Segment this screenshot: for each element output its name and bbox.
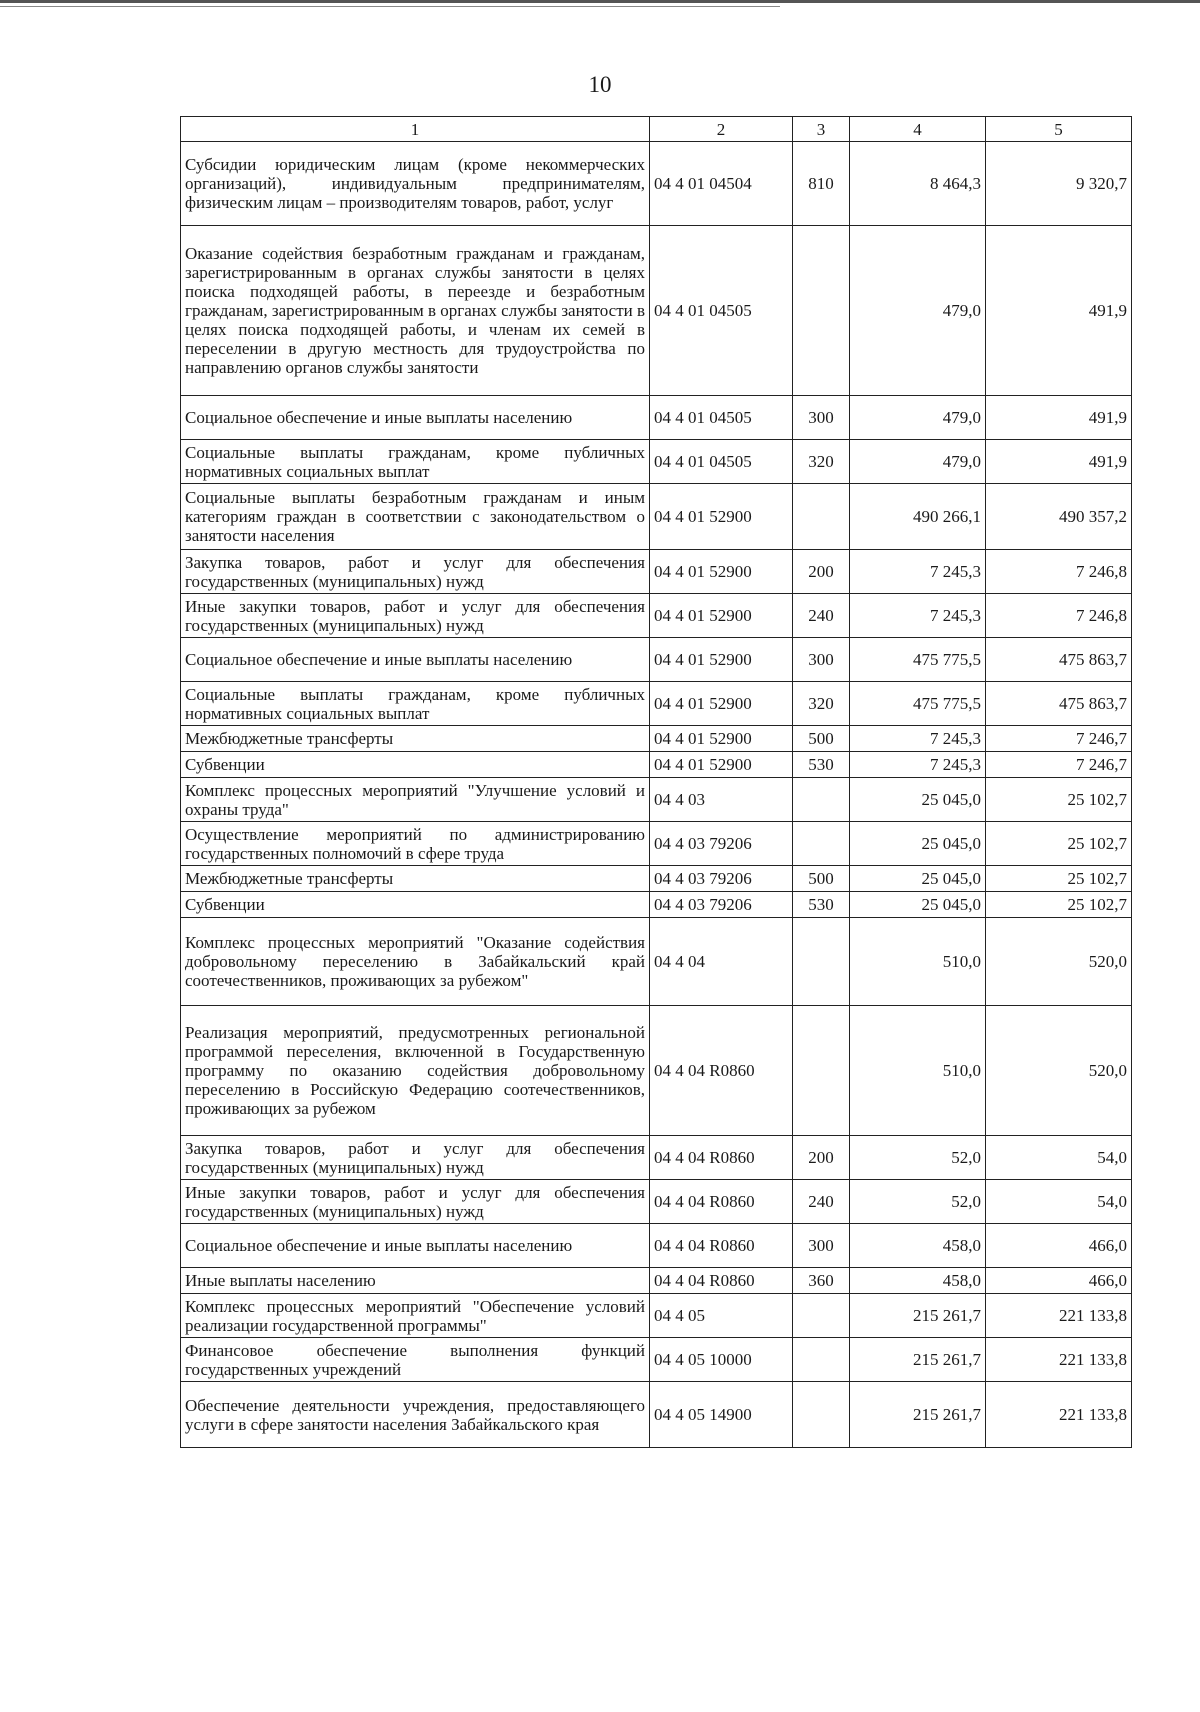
row-type: 300 (793, 638, 850, 682)
table-row (181, 726, 1132, 752)
row-value-5: 54,0 (986, 1136, 1132, 1180)
row-value-4: 8 464,3 (850, 142, 986, 226)
row-value-5: 7 246,7 (986, 726, 1132, 752)
row-value-5: 54,0 (986, 1180, 1132, 1224)
table-row (181, 752, 1132, 778)
row-code: 04 4 04 R0860 (650, 1180, 793, 1224)
row-value-5: 221 133,8 (986, 1382, 1132, 1448)
row-code: 04 4 01 04504 (650, 142, 793, 226)
header-col-2: 2 (650, 117, 793, 142)
table-row (181, 1006, 1132, 1136)
row-type: 500 (793, 726, 850, 752)
table-row (181, 1338, 1132, 1382)
row-type: 240 (793, 1180, 850, 1224)
row-type (793, 1006, 850, 1136)
table-row (181, 1294, 1132, 1338)
row-value-4: 458,0 (850, 1268, 986, 1294)
row-type: 300 (793, 1224, 850, 1268)
row-code: 04 4 01 04505 (650, 396, 793, 440)
row-type: 320 (793, 682, 850, 726)
table-row (181, 550, 1132, 594)
row-value-5: 491,9 (986, 226, 1132, 396)
table-row (181, 892, 1132, 918)
row-type (793, 1382, 850, 1448)
row-type: 530 (793, 752, 850, 778)
row-value-4: 7 245,3 (850, 726, 986, 752)
row-code: 04 4 04 R0860 (650, 1268, 793, 1294)
header-col-3: 3 (793, 117, 850, 142)
row-value-5: 491,9 (986, 440, 1132, 484)
row-value-5: 25 102,7 (986, 778, 1132, 822)
row-type: 300 (793, 396, 850, 440)
row-name: Закупка товаров, работ и услуг для обеспечения государственных (муниципальных) нужд (181, 1136, 650, 1180)
row-code: 04 4 05 10000 (650, 1338, 793, 1382)
table-header-row (181, 117, 1132, 142)
row-value-5: 475 863,7 (986, 682, 1132, 726)
row-value-4: 475 775,5 (850, 682, 986, 726)
row-code: 04 4 03 (650, 778, 793, 822)
row-value-5: 466,0 (986, 1224, 1132, 1268)
row-value-4: 215 261,7 (850, 1382, 986, 1448)
row-code: 04 4 05 (650, 1294, 793, 1338)
row-name: Социальные выплаты гражданам, кроме публичных нормативных социальных выплат (181, 682, 650, 726)
row-value-4: 7 245,3 (850, 550, 986, 594)
table-row (181, 594, 1132, 638)
header-col-4: 4 (850, 117, 986, 142)
table-row (181, 142, 1132, 226)
row-name: Иные закупки товаров, работ и услуг для обеспечения государственных (муниципальных) нужд (181, 1180, 650, 1224)
row-code: 04 4 01 52900 (650, 594, 793, 638)
row-type (793, 1294, 850, 1338)
row-value-5: 491,9 (986, 396, 1132, 440)
row-value-4: 458,0 (850, 1224, 986, 1268)
row-value-5: 7 246,7 (986, 752, 1132, 778)
table-row (181, 638, 1132, 682)
row-type: 320 (793, 440, 850, 484)
row-value-4: 215 261,7 (850, 1294, 986, 1338)
row-code: 04 4 04 (650, 918, 793, 1006)
row-value-5: 221 133,8 (986, 1294, 1132, 1338)
scan-edge (0, 0, 1200, 3)
row-value-5: 221 133,8 (986, 1338, 1132, 1382)
row-value-4: 479,0 (850, 396, 986, 440)
row-type (793, 1338, 850, 1382)
row-name: Социальные выплаты безработным гражданам и иным категориям граждан в соответствии с законодательством о занятости населения (181, 484, 650, 550)
row-name: Социальное обеспечение и иные выплаты населению (181, 638, 650, 682)
table-row (181, 778, 1132, 822)
row-type (793, 822, 850, 866)
table-row (181, 1136, 1132, 1180)
header-col-1: 1 (181, 117, 650, 142)
row-code: 04 4 01 52900 (650, 726, 793, 752)
table-row (181, 822, 1132, 866)
row-name: Финансовое обеспечение выполнения функций государственных учреждений (181, 1338, 650, 1382)
row-type: 200 (793, 550, 850, 594)
header-col-5: 5 (986, 117, 1132, 142)
scan-edge-line (0, 6, 780, 7)
row-name: Реализация мероприятий, предусмотренных региональной программой переселения, включенной в Государственную программу по оказанию содействия добровольному переселению в Российскую Федерацию соотечественников, проживающих за рубежом (181, 1006, 650, 1136)
row-value-5: 7 246,8 (986, 594, 1132, 638)
row-value-4: 479,0 (850, 226, 986, 396)
row-name: Субвенции (181, 892, 650, 918)
row-type (793, 484, 850, 550)
row-name: Оказание содействия безработным гражданам и гражданам, зарегистрированным в органах службы занятости в целях поиска подходящей работы, в переезде и безработным гражданам, зарегистрированным в органах службы занятости в целях поиска подходящей работы, и членам их семей в переселении в другую местность для трудоустройства по направлению органов службы занятости (181, 226, 650, 396)
row-value-4: 25 045,0 (850, 778, 986, 822)
row-code: 04 4 03 79206 (650, 866, 793, 892)
row-value-4: 7 245,3 (850, 594, 986, 638)
table-row (181, 396, 1132, 440)
row-type: 360 (793, 1268, 850, 1294)
row-value-4: 215 261,7 (850, 1338, 986, 1382)
row-type (793, 226, 850, 396)
row-type: 500 (793, 866, 850, 892)
row-value-4: 510,0 (850, 918, 986, 1006)
row-value-5: 466,0 (986, 1268, 1132, 1294)
row-type (793, 778, 850, 822)
row-value-5: 25 102,7 (986, 866, 1132, 892)
table-row (181, 682, 1132, 726)
row-name: Иные выплаты населению (181, 1268, 650, 1294)
row-value-4: 510,0 (850, 1006, 986, 1136)
row-value-4: 25 045,0 (850, 866, 986, 892)
budget-table (180, 116, 1132, 1448)
row-type: 810 (793, 142, 850, 226)
row-value-5: 520,0 (986, 1006, 1132, 1136)
row-value-4: 52,0 (850, 1136, 986, 1180)
row-code: 04 4 01 52900 (650, 550, 793, 594)
table-row (181, 226, 1132, 396)
row-value-4: 475 775,5 (850, 638, 986, 682)
row-name: Социальное обеспечение и иные выплаты населению (181, 1224, 650, 1268)
row-value-5: 520,0 (986, 918, 1132, 1006)
row-name: Межбюджетные трансферты (181, 866, 650, 892)
table-row (181, 866, 1132, 892)
row-code: 04 4 04 R0860 (650, 1136, 793, 1180)
row-name: Социальные выплаты гражданам, кроме публичных нормативных социальных выплат (181, 440, 650, 484)
row-code: 04 4 04 R0860 (650, 1006, 793, 1136)
row-code: 04 4 01 52900 (650, 638, 793, 682)
page-number: 10 (588, 72, 612, 97)
row-code: 04 4 01 52900 (650, 484, 793, 550)
row-code: 04 4 01 04505 (650, 440, 793, 484)
row-name: Социальное обеспечение и иные выплаты населению (181, 396, 650, 440)
row-value-4: 490 266,1 (850, 484, 986, 550)
table-row (181, 484, 1132, 550)
row-type: 240 (793, 594, 850, 638)
row-value-4: 25 045,0 (850, 822, 986, 866)
row-type: 530 (793, 892, 850, 918)
table-row (181, 918, 1132, 1006)
row-code: 04 4 05 14900 (650, 1382, 793, 1448)
row-value-4: 25 045,0 (850, 892, 986, 918)
row-type: 200 (793, 1136, 850, 1180)
row-value-5: 490 357,2 (986, 484, 1132, 550)
row-code: 04 4 01 04505 (650, 226, 793, 396)
row-name: Иные закупки товаров, работ и услуг для обеспечения государственных (муниципальных) нужд (181, 594, 650, 638)
row-value-5: 9 320,7 (986, 142, 1132, 226)
row-name: Межбюджетные трансферты (181, 726, 650, 752)
table-row (181, 1180, 1132, 1224)
row-value-4: 479,0 (850, 440, 986, 484)
row-code: 04 4 01 52900 (650, 752, 793, 778)
table-row (181, 440, 1132, 484)
row-name: Субсидии юридическим лицам (кроме некоммерческих организаций), индивидуальным предпринимателям, физическим лицам – производителям товаров, работ, услуг (181, 142, 650, 226)
row-value-5: 475 863,7 (986, 638, 1132, 682)
row-code: 04 4 04 R0860 (650, 1224, 793, 1268)
row-type (793, 918, 850, 1006)
table-row (181, 1268, 1132, 1294)
table-row (181, 1382, 1132, 1448)
row-value-5: 25 102,7 (986, 822, 1132, 866)
row-code: 04 4 01 52900 (650, 682, 793, 726)
row-name: Комплекс процессных мероприятий "Улучшение условий и охраны труда" (181, 778, 650, 822)
row-name: Субвенции (181, 752, 650, 778)
row-value-5: 25 102,7 (986, 892, 1132, 918)
row-name: Комплекс процессных мероприятий "Обеспечение условий реализации государственной программы" (181, 1294, 650, 1338)
row-code: 04 4 03 79206 (650, 822, 793, 866)
row-value-4: 52,0 (850, 1180, 986, 1224)
row-name: Закупка товаров, работ и услуг для обеспечения государственных (муниципальных) нужд (181, 550, 650, 594)
row-value-5: 7 246,8 (986, 550, 1132, 594)
table-row (181, 1224, 1132, 1268)
row-name: Комплекс процессных мероприятий "Оказание содействия добровольному переселению в Забайкальский край соотечественников, проживающих за рубежом" (181, 918, 650, 1006)
row-code: 04 4 03 79206 (650, 892, 793, 918)
row-value-4: 7 245,3 (850, 752, 986, 778)
row-name: Осуществление мероприятий по администрированию государственных полномочий в сфере труда (181, 822, 650, 866)
row-name: Обеспечение деятельности учреждения, предоставляющего услуги в сфере занятости населения Забайкальского края (181, 1382, 650, 1448)
